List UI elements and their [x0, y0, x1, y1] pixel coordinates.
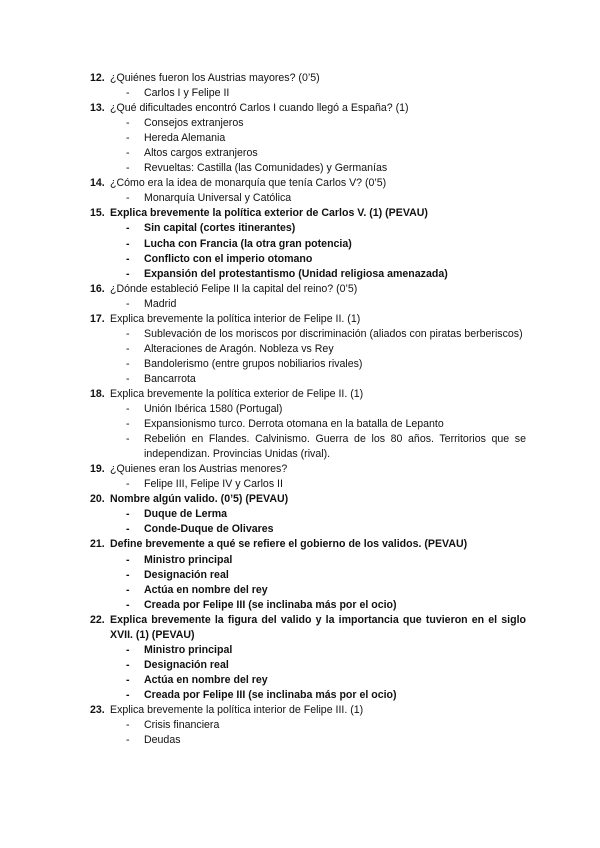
answer-item [90, 342, 526, 357]
answer-item [90, 553, 526, 568]
answer-text: Expansionismo turco. Derrota otomana en la batalla de Lepanto [144, 418, 444, 431]
bullet-dash: - [126, 658, 130, 671]
answer-text: Actúa en nombre del rey [144, 673, 268, 686]
answer-item [90, 252, 526, 267]
answer-text: Monarquía Universal y Católica [144, 192, 292, 205]
question-number: 16. [90, 282, 105, 295]
bullet-dash: - [126, 568, 130, 581]
bullet-dash: - [126, 583, 130, 596]
question-number: 18. [90, 387, 105, 400]
question [90, 101, 526, 116]
question-text: Explica brevemente la figura del valido y la importancia que tuvieron en el siglo XVII. (1) (PEVAU) [110, 613, 526, 641]
question [90, 282, 526, 297]
bullet-dash: - [126, 357, 130, 370]
bullet-dash: - [126, 222, 130, 235]
bullet-dash: - [126, 87, 130, 100]
question-number: 21. [90, 538, 105, 551]
question [90, 537, 526, 552]
bullet-dash: - [126, 147, 130, 160]
answer-text: Bancarrota [144, 372, 196, 385]
bullet-dash: - [126, 192, 130, 205]
question-number: 13. [90, 102, 105, 115]
bullet-dash: - [126, 237, 130, 250]
answer-text: Conflicto con el imperio otomano [144, 252, 313, 265]
answer-text: Crisis financiera [144, 719, 220, 732]
answer-item [90, 402, 526, 417]
bullet-dash: - [126, 327, 130, 340]
answer-item [90, 417, 526, 432]
document-body [90, 71, 526, 748]
answer-text: Lucha con Francia (la otra gran potencia) [144, 237, 352, 250]
bullet-dash: - [126, 523, 130, 536]
answer-item [90, 86, 526, 101]
answer-item [90, 598, 526, 613]
answer-text: Unión Ibérica 1580 (Portugal) [144, 403, 283, 416]
answer-text: Madrid [144, 297, 177, 310]
question-number: 12. [90, 72, 105, 84]
question-text: Explica brevemente la política exterior de Felipe II. (1) [110, 387, 364, 400]
answer-text: Alteraciones de Aragón. Nobleza vs Rey [144, 342, 334, 355]
question-text: Nombre algún valido. (0’5) (PEVAU) [110, 493, 289, 506]
answer-item [90, 432, 526, 462]
bullet-dash: - [126, 553, 130, 566]
bullet-dash: - [126, 478, 130, 491]
answer-item [90, 357, 526, 372]
answer-item [90, 583, 526, 598]
question-text: Explica brevemente la política interior de Felipe III. (1) [110, 703, 364, 716]
bullet-dash: - [126, 643, 130, 656]
answer-item [90, 522, 526, 537]
answer-item [90, 688, 526, 703]
answer-item [90, 191, 526, 206]
bullet-dash: - [126, 117, 130, 130]
question-text: Explica brevemente la política exterior de Carlos V. (1) (PEVAU) [110, 207, 428, 220]
question-number: 14. [90, 177, 105, 190]
bullet-dash: - [126, 372, 130, 385]
bullet-dash: - [126, 342, 130, 355]
bullet-dash: - [126, 267, 130, 280]
answer-item [90, 372, 526, 387]
question [90, 613, 526, 643]
question [90, 312, 526, 327]
answer-item [90, 658, 526, 673]
question-number: 20. [90, 493, 105, 506]
answer-text: Conde-Duque de Olivares [144, 523, 274, 536]
answer-text: Sin capital (cortes itinerantes) [144, 222, 296, 235]
answer-item [90, 733, 526, 748]
answer-item [90, 267, 526, 282]
answer-item [90, 116, 526, 131]
bullet-dash: - [126, 252, 130, 265]
answer-text: Designación real [144, 568, 229, 581]
answer-text: Creada por Felipe III (se inclinaba más por el ocio) [144, 688, 397, 701]
question [90, 462, 526, 477]
answer-item [90, 131, 526, 146]
bullet-dash: - [126, 598, 130, 611]
question-number: 23. [90, 703, 105, 716]
answer-item [90, 507, 526, 522]
question-text: ¿Cómo era la idea de monarquía que tenía Carlos V? (0’5) [110, 177, 387, 190]
answer-text: Ministro principal [144, 553, 233, 566]
question [90, 71, 526, 86]
answer-text: Carlos I y Felipe II [144, 87, 230, 100]
question-text: ¿Quiénes fueron los Austrias mayores? (0’5) [110, 72, 320, 84]
answer-text: Expansión del protestantismo (Unidad religiosa amenazada) [144, 267, 448, 280]
question [90, 176, 526, 191]
answer-text: Sublevación de los moriscos por discriminación (aliados con piratas berberiscos) [144, 327, 523, 340]
bullet-dash: - [126, 719, 130, 732]
bullet-dash: - [126, 508, 130, 521]
bullet-dash: - [126, 673, 130, 686]
question-number: 22. [90, 613, 105, 626]
answer-text: Creada por Felipe III (se inclinaba más por el ocio) [144, 598, 397, 611]
bullet-dash: - [126, 433, 130, 446]
answer-text: Consejos extranjeros [144, 117, 244, 130]
answer-item [90, 327, 526, 342]
answer-text: Rebelión en Flandes. Calvinismo. Guerra de los 80 años. Territorios que se independizan. Provincias Unidas (rival). [144, 433, 526, 461]
bullet-dash: - [126, 403, 130, 416]
answer-text: Duque de Lerma [144, 508, 228, 521]
question-text: Explica brevemente la política interior de Felipe II. (1) [110, 312, 361, 325]
answer-item [90, 161, 526, 176]
answer-item [90, 477, 526, 492]
question-number: 19. [90, 463, 105, 476]
answer-item [90, 221, 526, 236]
answer-text: Designación real [144, 658, 229, 671]
answer-item [90, 297, 526, 312]
answer-text: Felipe III, Felipe IV y Carlos II [144, 478, 283, 491]
bullet-dash: - [126, 688, 130, 701]
question [90, 492, 526, 507]
question-text: ¿Qué dificultades encontró Carlos I cuando llegó a España? (1) [110, 102, 409, 115]
answer-text: Bandolerismo (entre grupos nobiliarios rivales) [144, 357, 363, 370]
answer-text: Deudas [144, 734, 181, 747]
answer-text: Ministro principal [144, 643, 233, 656]
question-text: ¿Dónde estableció Felipe II la capital del reino? (0’5) [110, 282, 358, 295]
answer-text: Actúa en nombre del rey [144, 583, 268, 596]
question-text: Define brevemente a qué se refiere el gobierno de los validos. (PEVAU) [110, 538, 468, 551]
answer-text: Hereda Alemania [144, 132, 226, 145]
answer-text: Altos cargos extranjeros [144, 147, 258, 160]
question [90, 703, 526, 718]
answer-item [90, 146, 526, 161]
question-text: ¿Quienes eran los Austrias menores? [110, 463, 288, 476]
question [90, 387, 526, 402]
answer-item [90, 673, 526, 688]
question-number: 17. [90, 312, 105, 325]
answer-item [90, 643, 526, 658]
answer-item [90, 237, 526, 252]
answer-text: Revueltas: Castilla (las Comunidades) y Germanías [144, 162, 388, 175]
bullet-dash: - [126, 418, 130, 431]
bullet-dash: - [126, 297, 130, 310]
bullet-dash: - [126, 734, 130, 747]
bullet-dash: - [126, 162, 130, 175]
question-number: 15. [90, 207, 105, 220]
answer-item [90, 568, 526, 583]
bullet-dash: - [126, 132, 130, 145]
question [90, 206, 526, 221]
answer-item [90, 718, 526, 733]
